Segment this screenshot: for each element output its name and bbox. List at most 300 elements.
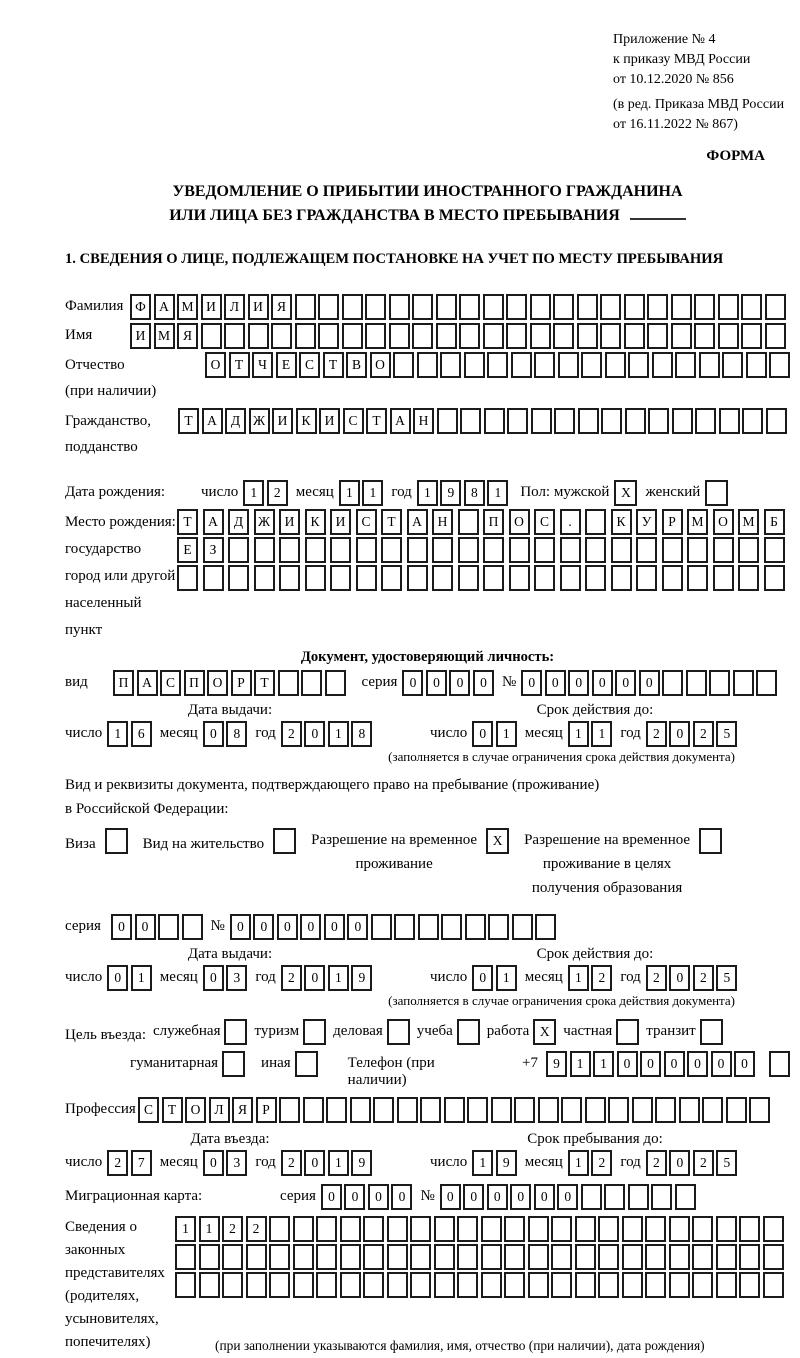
- char-cell[interactable]: [407, 565, 428, 591]
- char-cell[interactable]: 0: [568, 670, 589, 696]
- char-cell[interactable]: [645, 1216, 666, 1242]
- char-cell[interactable]: [254, 565, 275, 591]
- char-cell[interactable]: [175, 1244, 196, 1270]
- char-cell[interactable]: [662, 565, 683, 591]
- char-cell[interactable]: Ч: [252, 352, 273, 378]
- char-cell[interactable]: 0: [510, 1184, 531, 1210]
- char-cell[interactable]: [679, 1097, 700, 1123]
- char-cell[interactable]: [622, 1272, 643, 1298]
- char-cell[interactable]: [756, 670, 777, 696]
- char-cell[interactable]: [293, 1244, 314, 1270]
- char-cell[interactable]: [718, 294, 739, 320]
- char-cell[interactable]: [608, 1097, 629, 1123]
- char-cell[interactable]: [305, 537, 326, 563]
- char-cell[interactable]: Е: [177, 537, 198, 563]
- char-cell[interactable]: [175, 1272, 196, 1298]
- char-cell[interactable]: [672, 408, 693, 434]
- char-cell[interactable]: [733, 670, 754, 696]
- char-cell[interactable]: 0: [253, 914, 274, 940]
- char-cell[interactable]: [749, 1097, 770, 1123]
- char-cell[interactable]: [600, 323, 621, 349]
- char-cell[interactable]: [506, 323, 527, 349]
- char-cell[interactable]: Д: [225, 408, 246, 434]
- char-cell[interactable]: [248, 323, 269, 349]
- char-cell[interactable]: [645, 1244, 666, 1270]
- char-cell[interactable]: 2: [246, 1216, 267, 1242]
- char-cell[interactable]: [671, 294, 692, 320]
- char-cell[interactable]: [483, 565, 504, 591]
- char-cell[interactable]: [511, 352, 532, 378]
- char-cell[interactable]: [436, 323, 457, 349]
- char-cell[interactable]: 1: [328, 721, 349, 747]
- char-cell[interactable]: 2: [693, 721, 714, 747]
- char-cell[interactable]: [365, 294, 386, 320]
- char-cell[interactable]: 2: [281, 965, 302, 991]
- char-cell[interactable]: А: [137, 670, 158, 696]
- char-cell[interactable]: [671, 323, 692, 349]
- char-cell[interactable]: П: [483, 509, 504, 535]
- purpose-work-checkbox[interactable]: X: [533, 1019, 556, 1045]
- char-cell[interactable]: И: [319, 408, 340, 434]
- char-cell[interactable]: 1: [339, 480, 360, 506]
- char-cell[interactable]: 0: [473, 670, 494, 696]
- char-cell[interactable]: .: [560, 509, 581, 535]
- char-cell[interactable]: 0: [203, 965, 224, 991]
- char-cell[interactable]: 1: [472, 1150, 493, 1176]
- char-cell[interactable]: [553, 294, 574, 320]
- char-cell[interactable]: 0: [391, 1184, 412, 1210]
- char-cell[interactable]: [301, 670, 322, 696]
- char-cell[interactable]: [394, 914, 415, 940]
- char-cell[interactable]: 0: [472, 965, 493, 991]
- char-cell[interactable]: [669, 1272, 690, 1298]
- char-cell[interactable]: 0: [321, 1184, 342, 1210]
- char-cell[interactable]: [624, 323, 645, 349]
- char-cell[interactable]: [410, 1244, 431, 1270]
- char-cell[interactable]: [488, 914, 509, 940]
- char-cell[interactable]: [686, 670, 707, 696]
- char-cell[interactable]: В: [346, 352, 367, 378]
- char-cell[interactable]: 6: [131, 721, 152, 747]
- char-cell[interactable]: [483, 323, 504, 349]
- char-cell[interactable]: З: [203, 537, 224, 563]
- char-cell[interactable]: О: [205, 352, 226, 378]
- char-cell[interactable]: [662, 670, 683, 696]
- char-cell[interactable]: 1: [199, 1216, 220, 1242]
- char-cell[interactable]: [434, 1216, 455, 1242]
- char-cell[interactable]: [437, 408, 458, 434]
- char-cell[interactable]: 1: [593, 1051, 614, 1077]
- purpose-study-checkbox[interactable]: [457, 1019, 480, 1045]
- char-cell[interactable]: [483, 537, 504, 563]
- char-cell[interactable]: [648, 408, 669, 434]
- char-cell[interactable]: [662, 537, 683, 563]
- char-cell[interactable]: 2: [693, 965, 714, 991]
- char-cell[interactable]: [738, 565, 759, 591]
- char-cell[interactable]: [598, 1272, 619, 1298]
- female-checkbox[interactable]: [705, 480, 728, 506]
- char-cell[interactable]: 0: [304, 721, 325, 747]
- char-cell[interactable]: [316, 1244, 337, 1270]
- char-cell[interactable]: [340, 1244, 361, 1270]
- char-cell[interactable]: [458, 537, 479, 563]
- char-cell[interactable]: О: [185, 1097, 206, 1123]
- char-cell[interactable]: [551, 1244, 572, 1270]
- char-cell[interactable]: [459, 294, 480, 320]
- char-cell[interactable]: [201, 323, 222, 349]
- char-cell[interactable]: [628, 1184, 649, 1210]
- char-cell[interactable]: [295, 294, 316, 320]
- char-cell[interactable]: 0: [230, 914, 251, 940]
- char-cell[interactable]: [692, 1272, 713, 1298]
- char-cell[interactable]: А: [390, 408, 411, 434]
- char-cell[interactable]: М: [177, 294, 198, 320]
- char-cell[interactable]: Л: [209, 1097, 230, 1123]
- char-cell[interactable]: И: [248, 294, 269, 320]
- char-cell[interactable]: [222, 1244, 243, 1270]
- char-cell[interactable]: 0: [669, 1150, 690, 1176]
- char-cell[interactable]: [558, 352, 579, 378]
- purpose-other-checkbox[interactable]: [295, 1051, 318, 1077]
- char-cell[interactable]: [687, 565, 708, 591]
- char-cell[interactable]: 0: [639, 670, 660, 696]
- char-cell[interactable]: [718, 323, 739, 349]
- char-cell[interactable]: Ж: [254, 509, 275, 535]
- char-cell[interactable]: Р: [256, 1097, 277, 1123]
- char-cell[interactable]: С: [343, 408, 364, 434]
- char-cell[interactable]: [722, 352, 743, 378]
- char-cell[interactable]: [652, 352, 673, 378]
- char-cell[interactable]: [575, 1216, 596, 1242]
- char-cell[interactable]: М: [154, 323, 175, 349]
- char-cell[interactable]: [356, 537, 377, 563]
- char-cell[interactable]: [434, 1244, 455, 1270]
- char-cell[interactable]: 9: [351, 965, 372, 991]
- char-cell[interactable]: [585, 537, 606, 563]
- char-cell[interactable]: [481, 1216, 502, 1242]
- char-cell[interactable]: [269, 1244, 290, 1270]
- char-cell[interactable]: [604, 1184, 625, 1210]
- char-cell[interactable]: [459, 323, 480, 349]
- char-cell[interactable]: 9: [351, 1150, 372, 1176]
- char-cell[interactable]: К: [305, 509, 326, 535]
- char-cell[interactable]: 0: [669, 721, 690, 747]
- char-cell[interactable]: 1: [591, 721, 612, 747]
- char-cell[interactable]: К: [296, 408, 317, 434]
- char-cell[interactable]: [457, 1244, 478, 1270]
- char-cell[interactable]: [325, 670, 346, 696]
- char-cell[interactable]: 2: [591, 1150, 612, 1176]
- char-cell[interactable]: [763, 1216, 784, 1242]
- char-cell[interactable]: [293, 1216, 314, 1242]
- char-cell[interactable]: 0: [344, 1184, 365, 1210]
- char-cell[interactable]: 1: [175, 1216, 196, 1242]
- char-cell[interactable]: Т: [254, 670, 275, 696]
- char-cell[interactable]: 1: [328, 1150, 349, 1176]
- purpose-humanitarian-checkbox[interactable]: [222, 1051, 245, 1077]
- char-cell[interactable]: 5: [716, 721, 737, 747]
- char-cell[interactable]: С: [534, 509, 555, 535]
- char-cell[interactable]: 3: [226, 1150, 247, 1176]
- char-cell[interactable]: [739, 1272, 760, 1298]
- purpose-official-checkbox[interactable]: [224, 1019, 247, 1045]
- char-cell[interactable]: Т: [381, 509, 402, 535]
- char-cell[interactable]: 0: [534, 1184, 555, 1210]
- char-cell[interactable]: [417, 352, 438, 378]
- char-cell[interactable]: [741, 294, 762, 320]
- char-cell[interactable]: 1: [570, 1051, 591, 1077]
- char-cell[interactable]: 1: [496, 721, 517, 747]
- char-cell[interactable]: [246, 1244, 267, 1270]
- char-cell[interactable]: [692, 1216, 713, 1242]
- char-cell[interactable]: Т: [178, 408, 199, 434]
- char-cell[interactable]: [342, 323, 363, 349]
- char-cell[interactable]: [444, 1097, 465, 1123]
- char-cell[interactable]: 0: [669, 965, 690, 991]
- char-cell[interactable]: 1: [328, 965, 349, 991]
- char-cell[interactable]: [293, 1272, 314, 1298]
- char-cell[interactable]: 9: [440, 480, 461, 506]
- char-cell[interactable]: [432, 565, 453, 591]
- char-cell[interactable]: 1: [417, 480, 438, 506]
- char-cell[interactable]: [716, 1244, 737, 1270]
- char-cell[interactable]: [695, 408, 716, 434]
- char-cell[interactable]: 0: [107, 965, 128, 991]
- char-cell[interactable]: 0: [368, 1184, 389, 1210]
- visa-checkbox[interactable]: [105, 828, 128, 854]
- char-cell[interactable]: [199, 1244, 220, 1270]
- char-cell[interactable]: [577, 323, 598, 349]
- char-cell[interactable]: [551, 1216, 572, 1242]
- char-cell[interactable]: [203, 565, 224, 591]
- edu-residence-checkbox[interactable]: [699, 828, 722, 854]
- char-cell[interactable]: [647, 294, 668, 320]
- char-cell[interactable]: [528, 1216, 549, 1242]
- char-cell[interactable]: [199, 1272, 220, 1298]
- char-cell[interactable]: Ж: [249, 408, 270, 434]
- char-cell[interactable]: И: [130, 323, 151, 349]
- char-cell[interactable]: [766, 408, 787, 434]
- char-cell[interactable]: [371, 914, 392, 940]
- char-cell[interactable]: [538, 1097, 559, 1123]
- char-cell[interactable]: [330, 565, 351, 591]
- char-cell[interactable]: [342, 294, 363, 320]
- char-cell[interactable]: [279, 1097, 300, 1123]
- char-cell[interactable]: [534, 352, 555, 378]
- char-cell[interactable]: [279, 565, 300, 591]
- char-cell[interactable]: 1: [362, 480, 383, 506]
- char-cell[interactable]: Д: [228, 509, 249, 535]
- char-cell[interactable]: Я: [177, 323, 198, 349]
- char-cell[interactable]: [632, 1097, 653, 1123]
- char-cell[interactable]: [465, 914, 486, 940]
- char-cell[interactable]: [483, 294, 504, 320]
- char-cell[interactable]: [585, 1097, 606, 1123]
- char-cell[interactable]: [412, 294, 433, 320]
- char-cell[interactable]: 0: [617, 1051, 638, 1077]
- char-cell[interactable]: 1: [107, 721, 128, 747]
- char-cell[interactable]: [397, 1097, 418, 1123]
- char-cell[interactable]: А: [407, 509, 428, 535]
- char-cell[interactable]: [553, 323, 574, 349]
- char-cell[interactable]: [765, 294, 786, 320]
- char-cell[interactable]: [611, 565, 632, 591]
- char-cell[interactable]: [561, 1097, 582, 1123]
- char-cell[interactable]: [585, 509, 606, 535]
- char-cell[interactable]: И: [279, 509, 300, 535]
- char-cell[interactable]: [554, 408, 575, 434]
- char-cell[interactable]: [687, 537, 708, 563]
- char-cell[interactable]: [575, 1272, 596, 1298]
- char-cell[interactable]: Б: [764, 509, 785, 535]
- char-cell[interactable]: [716, 1272, 737, 1298]
- char-cell[interactable]: Т: [162, 1097, 183, 1123]
- char-cell[interactable]: [560, 565, 581, 591]
- char-cell[interactable]: И: [272, 408, 293, 434]
- char-cell[interactable]: [481, 1244, 502, 1270]
- char-cell[interactable]: [434, 1272, 455, 1298]
- char-cell[interactable]: С: [299, 352, 320, 378]
- char-cell[interactable]: [316, 1216, 337, 1242]
- char-cell[interactable]: 0: [487, 1184, 508, 1210]
- char-cell[interactable]: [271, 323, 292, 349]
- char-cell[interactable]: 0: [300, 914, 321, 940]
- temp-residence-checkbox[interactable]: X: [486, 828, 509, 854]
- char-cell[interactable]: 1: [243, 480, 264, 506]
- char-cell[interactable]: М: [738, 509, 759, 535]
- male-checkbox[interactable]: X: [614, 480, 637, 506]
- char-cell[interactable]: [407, 537, 428, 563]
- char-cell[interactable]: 0: [402, 670, 423, 696]
- char-cell[interactable]: И: [201, 294, 222, 320]
- char-cell[interactable]: 1: [496, 965, 517, 991]
- char-cell[interactable]: 0: [304, 965, 325, 991]
- char-cell[interactable]: [611, 537, 632, 563]
- char-cell[interactable]: [387, 1244, 408, 1270]
- char-cell[interactable]: [512, 914, 533, 940]
- char-cell[interactable]: [457, 1272, 478, 1298]
- char-cell[interactable]: 0: [640, 1051, 661, 1077]
- char-cell[interactable]: К: [611, 509, 632, 535]
- char-cell[interactable]: О: [207, 670, 228, 696]
- char-cell[interactable]: [436, 294, 457, 320]
- char-cell[interactable]: [622, 1216, 643, 1242]
- char-cell[interactable]: 0: [426, 670, 447, 696]
- char-cell[interactable]: [410, 1272, 431, 1298]
- char-cell[interactable]: [694, 323, 715, 349]
- char-cell[interactable]: [636, 565, 657, 591]
- char-cell[interactable]: [651, 1184, 672, 1210]
- char-cell[interactable]: 0: [203, 721, 224, 747]
- char-cell[interactable]: [504, 1272, 525, 1298]
- char-cell[interactable]: 2: [646, 721, 667, 747]
- char-cell[interactable]: Е: [276, 352, 297, 378]
- char-cell[interactable]: И: [330, 509, 351, 535]
- char-cell[interactable]: [645, 1272, 666, 1298]
- char-cell[interactable]: [598, 1216, 619, 1242]
- char-cell[interactable]: [534, 565, 555, 591]
- char-cell[interactable]: [764, 565, 785, 591]
- char-cell[interactable]: 0: [472, 721, 493, 747]
- char-cell[interactable]: [484, 408, 505, 434]
- char-cell[interactable]: [393, 352, 414, 378]
- char-cell[interactable]: [726, 1097, 747, 1123]
- char-cell[interactable]: [713, 565, 734, 591]
- char-cell[interactable]: [601, 408, 622, 434]
- char-cell[interactable]: [764, 537, 785, 563]
- char-cell[interactable]: [605, 352, 626, 378]
- char-cell[interactable]: Л: [224, 294, 245, 320]
- char-cell[interactable]: П: [113, 670, 134, 696]
- char-cell[interactable]: 5: [716, 965, 737, 991]
- char-cell[interactable]: А: [203, 509, 224, 535]
- char-cell[interactable]: А: [154, 294, 175, 320]
- char-cell[interactable]: [373, 1097, 394, 1123]
- char-cell[interactable]: [769, 352, 790, 378]
- char-cell[interactable]: [763, 1272, 784, 1298]
- char-cell[interactable]: [622, 1244, 643, 1270]
- char-cell[interactable]: [699, 352, 720, 378]
- char-cell[interactable]: [412, 323, 433, 349]
- char-cell[interactable]: [535, 914, 556, 940]
- char-cell[interactable]: 9: [546, 1051, 567, 1077]
- char-cell[interactable]: [625, 408, 646, 434]
- char-cell[interactable]: [410, 1216, 431, 1242]
- char-cell[interactable]: [534, 537, 555, 563]
- char-cell[interactable]: П: [184, 670, 205, 696]
- char-cell[interactable]: 0: [440, 1184, 461, 1210]
- char-cell[interactable]: [585, 565, 606, 591]
- char-cell[interactable]: М: [687, 509, 708, 535]
- char-cell[interactable]: [530, 294, 551, 320]
- char-cell[interactable]: [381, 537, 402, 563]
- char-cell[interactable]: [365, 323, 386, 349]
- char-cell[interactable]: [363, 1244, 384, 1270]
- char-cell[interactable]: [303, 1097, 324, 1123]
- purpose-private-checkbox[interactable]: [616, 1019, 639, 1045]
- char-cell[interactable]: [647, 323, 668, 349]
- char-cell[interactable]: [228, 537, 249, 563]
- char-cell[interactable]: [295, 323, 316, 349]
- char-cell[interactable]: [675, 1184, 696, 1210]
- char-cell[interactable]: [441, 914, 462, 940]
- char-cell[interactable]: [356, 565, 377, 591]
- char-cell[interactable]: 3: [226, 965, 247, 991]
- char-cell[interactable]: [363, 1272, 384, 1298]
- char-cell[interactable]: [528, 1244, 549, 1270]
- char-cell[interactable]: [702, 1097, 723, 1123]
- char-cell[interactable]: [381, 565, 402, 591]
- char-cell[interactable]: [598, 1244, 619, 1270]
- char-cell[interactable]: [432, 537, 453, 563]
- char-cell[interactable]: [350, 1097, 371, 1123]
- char-cell[interactable]: Н: [432, 509, 453, 535]
- char-cell[interactable]: 0: [521, 670, 542, 696]
- char-cell[interactable]: С: [356, 509, 377, 535]
- char-cell[interactable]: Я: [232, 1097, 253, 1123]
- purpose-tourism-checkbox[interactable]: [303, 1019, 326, 1045]
- char-cell[interactable]: 0: [111, 914, 132, 940]
- char-cell[interactable]: [746, 352, 767, 378]
- char-cell[interactable]: 0: [135, 914, 156, 940]
- char-cell[interactable]: [742, 408, 763, 434]
- char-cell[interactable]: 0: [734, 1051, 755, 1077]
- char-cell[interactable]: [692, 1244, 713, 1270]
- char-cell[interactable]: [628, 352, 649, 378]
- char-cell[interactable]: О: [713, 509, 734, 535]
- char-cell[interactable]: 2: [646, 965, 667, 991]
- char-cell[interactable]: [507, 408, 528, 434]
